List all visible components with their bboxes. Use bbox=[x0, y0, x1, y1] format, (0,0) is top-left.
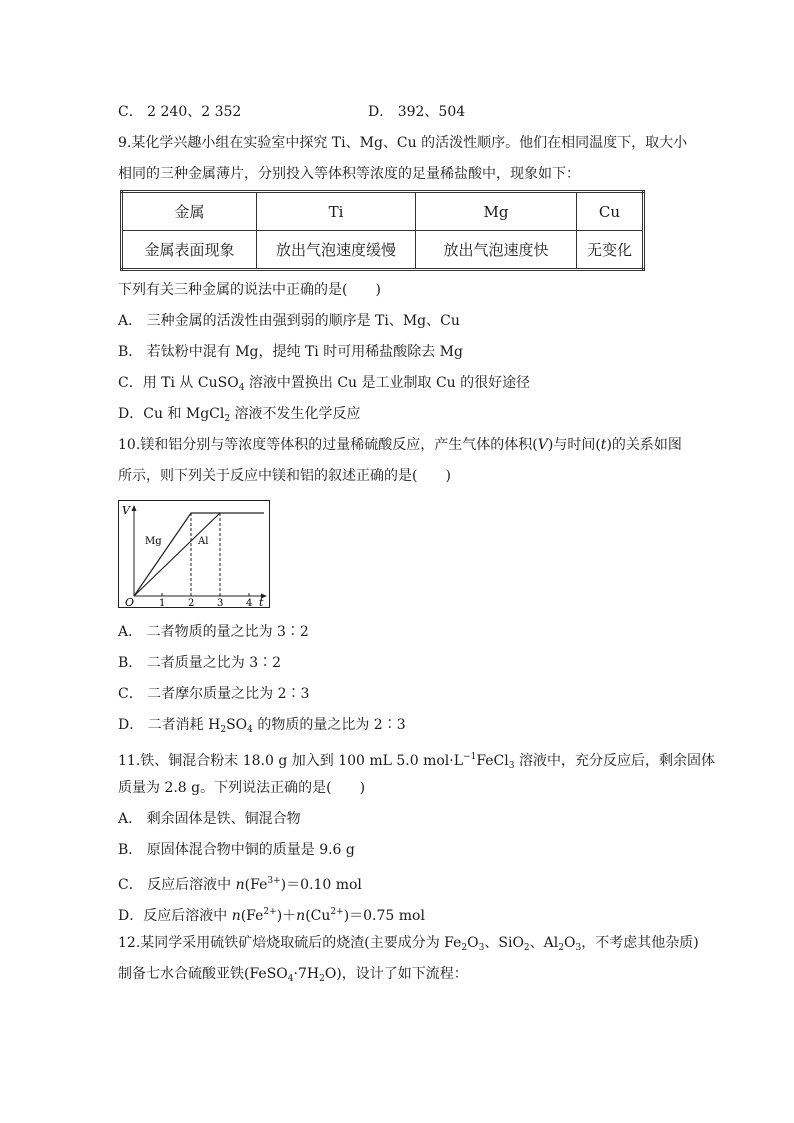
option-letter: C． bbox=[118, 686, 143, 702]
q9-option-b bbox=[118, 342, 463, 362]
q9-stem-line1: 9.某化学兴趣小组在实验室中探究 Ti、Mg、Cu 的活泼性顺序。他们在相同温度下，取大小 bbox=[118, 135, 688, 151]
subscript: 2 bbox=[461, 943, 468, 953]
q10-volume-time-graph bbox=[118, 500, 270, 608]
q11-option-a bbox=[118, 809, 301, 829]
al-curve bbox=[134, 513, 220, 596]
stem-text: 12.某同学采用硫铁矿焙烧取硫后的烧渣(主要成分为 Fe bbox=[118, 935, 462, 951]
subscript: 4 bbox=[238, 383, 245, 393]
stem-text: )与时间( bbox=[547, 437, 601, 453]
option-letter: A． bbox=[118, 624, 143, 640]
q9-experiment-table bbox=[120, 190, 645, 271]
table-cell: 放出气泡速度缓慢 bbox=[257, 231, 416, 270]
option-text: 用 Ti 从 CuSO bbox=[142, 375, 239, 391]
q11-option-b bbox=[118, 840, 355, 860]
table-cell: Cu bbox=[577, 192, 644, 231]
q10-option-d bbox=[118, 715, 406, 740]
q11-option-d bbox=[118, 902, 425, 926]
option-text: (Fe bbox=[240, 908, 264, 924]
option-text: (Cu bbox=[305, 908, 331, 924]
table-cell: Mg bbox=[416, 192, 577, 231]
stem-text: 11.铁、铜混合粉末 18.0 g 加入到 100 mL 5.0 mol·L bbox=[118, 753, 464, 769]
q10-option-c bbox=[118, 684, 309, 704]
q12-stem-line2 bbox=[118, 964, 468, 989]
origin-label: O bbox=[125, 596, 135, 608]
x-axis-label: t bbox=[259, 596, 264, 608]
option-letter: B． bbox=[118, 655, 143, 671]
table-cell: 无变化 bbox=[577, 231, 644, 270]
table-header-row bbox=[122, 192, 644, 231]
al-series-label: Al bbox=[198, 536, 209, 547]
subscript: 2 bbox=[224, 414, 231, 424]
superscript: 2+ bbox=[263, 907, 277, 917]
option-text: 的物质的量之比为 2∶3 bbox=[252, 717, 406, 733]
option-letter: B． bbox=[118, 344, 143, 360]
table-cell: 放出气泡速度快 bbox=[416, 231, 577, 270]
superscript: 2+ bbox=[330, 907, 344, 917]
q10-stem-line2: 所示，则下列关于反应中镁和铝的叙述正确的是( ) bbox=[118, 468, 451, 484]
q11-stem-line2: 质量为 2.8 g。下列说法正确的是( ) bbox=[118, 780, 366, 796]
subscript: 2 bbox=[523, 943, 530, 953]
option-letter: A． bbox=[118, 811, 143, 827]
y-axis-arrow bbox=[132, 505, 137, 511]
option-text: )＝0.10 mol bbox=[280, 877, 362, 893]
q12-stem-line1 bbox=[118, 933, 699, 958]
option-letter: B． bbox=[118, 842, 143, 858]
x-tick-label: 1 bbox=[159, 598, 166, 608]
x-tick-label: 4 bbox=[246, 598, 253, 608]
stem-text: ，不考虑其他杂质) bbox=[581, 935, 699, 951]
stem-text: FeCl bbox=[476, 753, 509, 769]
stem-text: )的关系如图 bbox=[606, 437, 682, 453]
q9-stem-line2: 相同的三种金属薄片，分别投入等体积等浓度的足量稀盐酸中，现象如下： bbox=[118, 166, 580, 182]
q10-stem-line1 bbox=[118, 435, 682, 455]
q8-option-c bbox=[118, 102, 241, 122]
option-letter: D． bbox=[118, 908, 144, 924]
x-tick-label: 3 bbox=[217, 598, 224, 608]
option-text: 原固体混合物中铜的质量是 9.6 g bbox=[146, 842, 355, 858]
subscript: 2 bbox=[558, 943, 564, 953]
stem-text: 10.镁和铝分别与等浓度等体积的过量稀硫酸反应，产生气体的体积( bbox=[118, 437, 538, 453]
option-text: )＋ bbox=[276, 908, 297, 924]
option-text: 溶液不发生化学反应 bbox=[230, 406, 361, 422]
option-text: 392、504 bbox=[397, 104, 466, 120]
option-text: (Fe bbox=[244, 877, 268, 893]
option-text: )＝0.75 mol bbox=[343, 908, 425, 924]
stem-text: 溶液中，充分反应后，剩余固体 bbox=[514, 753, 715, 769]
q9-question: 下列有关三种金属的说法中正确的是( ) bbox=[118, 282, 381, 298]
x-tick-label: 2 bbox=[188, 598, 195, 608]
variable: n bbox=[296, 908, 306, 924]
q9-option-d bbox=[118, 404, 361, 429]
stem-text: O)，设计了如下流程： bbox=[324, 966, 468, 982]
stem-text: 、Al bbox=[529, 935, 559, 951]
option-text: 2 240、2 352 bbox=[147, 104, 242, 120]
option-text: 溶液中置换出 Cu 是工业制取 Cu 的很好途径 bbox=[244, 375, 531, 391]
option-text: 反应后溶液中 bbox=[143, 908, 232, 924]
option-text: 二者消耗 H bbox=[147, 717, 221, 733]
option-text: 二者摩尔质量之比为 2∶3 bbox=[147, 686, 310, 702]
mg-series-label: Mg bbox=[145, 536, 162, 547]
option-letter: D． bbox=[118, 717, 144, 733]
option-text: Cu 和 MgCl bbox=[143, 406, 225, 422]
q8-option-d bbox=[368, 102, 465, 122]
option-text: 反应后溶液中 bbox=[147, 877, 236, 893]
option-text: 若钛粉中混有 Mg，提纯 Ti 时可用稀盐酸除去 Mg bbox=[146, 344, 463, 360]
superscript: 3+ bbox=[267, 876, 281, 886]
table-cell: 金属表面现象 bbox=[122, 231, 257, 270]
stem-text: O bbox=[563, 935, 576, 951]
q11-option-c bbox=[118, 871, 362, 895]
option-text: 剩余固体是铁、铜混合物 bbox=[146, 811, 301, 827]
option-letter: C． bbox=[118, 104, 143, 120]
stem-text: O bbox=[467, 935, 479, 951]
subscript: 3 bbox=[575, 943, 582, 953]
subscript: 2 bbox=[220, 725, 227, 735]
option-letter: C． bbox=[118, 877, 143, 893]
y-axis-label: V bbox=[122, 504, 130, 517]
subscript: 4 bbox=[287, 974, 294, 984]
table-cell: Ti bbox=[257, 192, 416, 231]
superscript: −1 bbox=[463, 752, 477, 762]
option-text: 二者质量之比为 3∶2 bbox=[146, 655, 282, 671]
stem-text: ·7H bbox=[293, 966, 320, 982]
subscript: 3 bbox=[508, 761, 515, 771]
graph-frame bbox=[119, 501, 270, 608]
stem-text: 制备七水合硫酸亚铁(FeSO bbox=[118, 966, 288, 982]
variable: t bbox=[600, 437, 607, 453]
option-letter: D． bbox=[118, 406, 144, 422]
q10-option-a bbox=[118, 622, 309, 642]
variable: V bbox=[537, 437, 548, 453]
q9-option-c bbox=[118, 373, 530, 398]
stem-text: 、SiO bbox=[484, 935, 524, 951]
option-text: 二者物质的量之比为 3∶2 bbox=[146, 624, 309, 640]
subscript: 4 bbox=[247, 725, 253, 735]
variable: n bbox=[235, 877, 245, 893]
option-text: SO bbox=[226, 717, 248, 733]
q10-option-b bbox=[118, 653, 281, 673]
q11-stem-line1 bbox=[118, 747, 715, 776]
mg-curve bbox=[134, 513, 264, 596]
option-text: 三种金属的活泼性由强到弱的顺序是 Ti、Mg、Cu bbox=[146, 313, 460, 329]
variable: n bbox=[231, 908, 241, 924]
table-row bbox=[122, 231, 644, 270]
subscript: 2 bbox=[319, 974, 325, 984]
option-letter: D． bbox=[368, 104, 394, 120]
option-letter: A． bbox=[118, 313, 143, 329]
subscript: 3 bbox=[478, 943, 485, 953]
q9-option-a bbox=[118, 311, 460, 331]
option-letter: C． bbox=[118, 375, 143, 391]
table-cell: 金属 bbox=[122, 192, 257, 231]
